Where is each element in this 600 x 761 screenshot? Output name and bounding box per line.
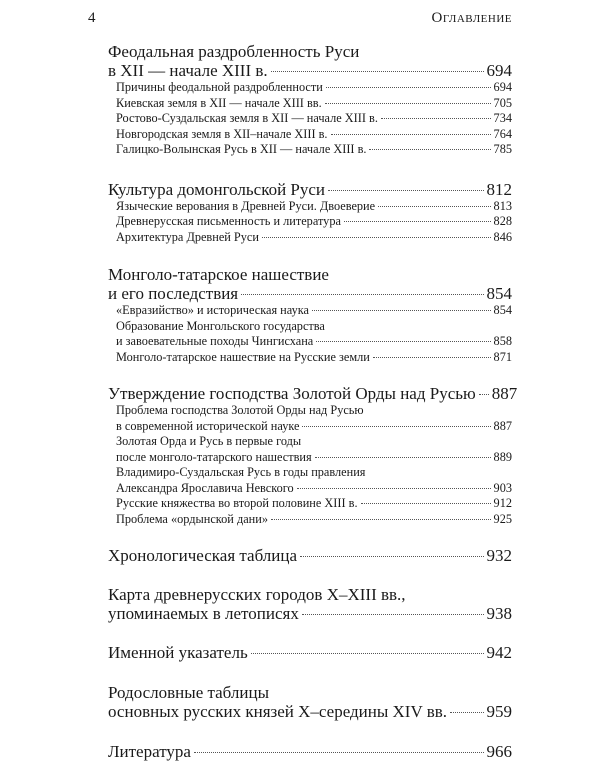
page-ref: 871 <box>493 349 512 364</box>
toc-subitem-title: Образование Монгольского государства <box>116 318 325 333</box>
toc-entry-line <box>116 481 512 497</box>
leader-dots <box>302 426 490 427</box>
toc-section-genealogy <box>108 683 512 721</box>
toc-title-line: Литература <box>108 742 191 761</box>
toc-subitem <box>108 496 512 512</box>
toc-title-line: Феодальная раздробленность Руси <box>108 42 360 61</box>
toc-section-name-index <box>108 643 512 662</box>
leader-dots <box>262 237 491 238</box>
page-ref: 889 <box>493 449 512 464</box>
page-ref: 942 <box>486 643 512 662</box>
toc-subitem-title: в современной исторической науке <box>116 418 300 433</box>
toc-subitem <box>108 80 512 96</box>
toc-subitem <box>108 303 512 319</box>
toc-subitem-title: «Евразийство» и историческая наука <box>116 303 309 317</box>
leader-dots <box>241 294 483 295</box>
page-ref: 887 <box>493 418 512 433</box>
toc-subitem-title: и завоевательные походы Чингисхана <box>116 334 314 348</box>
leader-dots <box>373 357 491 358</box>
leader-dots <box>378 206 490 207</box>
page-ref: 858 <box>493 334 512 348</box>
toc-subitem-title: Новгородская земля в XII–начале XIII в. <box>116 126 328 141</box>
toc-subitem <box>108 403 512 434</box>
page-ref: 966 <box>486 742 512 761</box>
toc-subitem <box>108 96 512 112</box>
toc-entry-line <box>116 450 512 466</box>
toc-subitem <box>108 199 512 215</box>
toc-title-line: Карта древнерусских городов X–XIII вв., <box>108 585 406 604</box>
page-ref: 846 <box>493 229 512 244</box>
toc-subitem <box>108 111 512 127</box>
toc-subitem-title: Русские княжества во второй половине XIII в. <box>116 496 358 510</box>
toc-subitem-title: Киевская земля в XII — начале XIII вв. <box>116 95 322 110</box>
toc-subitem <box>108 512 512 528</box>
leader-dots <box>316 341 490 342</box>
toc-section-title <box>108 42 512 80</box>
page-number: 4 <box>88 10 96 26</box>
leader-dots <box>271 71 484 72</box>
leader-dots <box>361 503 491 504</box>
page-ref: 938 <box>486 604 512 623</box>
toc-entry-line <box>108 180 512 199</box>
toc-title-line: Именной указатель <box>108 643 248 662</box>
toc-section-title <box>108 585 512 623</box>
toc-title-line: Родословные таблицы <box>108 683 269 702</box>
toc-section-map <box>108 585 512 623</box>
toc-section-culture <box>108 180 512 246</box>
leader-dots <box>326 87 491 88</box>
toc-subitem-title: Владимиро-Суздальская Русь в годы правления <box>116 465 366 479</box>
toc-subitem <box>108 142 512 158</box>
toc-title-line: упоминаемых в летописях <box>108 604 299 623</box>
toc-entry-line <box>108 384 518 403</box>
toc-subitem <box>108 434 512 465</box>
toc-subitem-title: Архитектура Древней Руси <box>116 229 259 244</box>
toc-entry-line <box>108 643 512 662</box>
toc-subitem <box>108 319 512 350</box>
leader-dots <box>312 310 491 311</box>
toc-subitem-title: Александра Ярославича Невского <box>116 480 294 495</box>
page-ref: 694 <box>486 61 512 80</box>
toc-section-chronology <box>108 546 512 565</box>
running-title: Оглавление <box>431 10 512 26</box>
toc-entry-line <box>108 546 512 565</box>
toc-entry-line <box>108 284 512 303</box>
toc-subitem-title: после монголо-татарского нашествия <box>116 449 312 464</box>
toc-title-line: Хронологическая таблица <box>108 546 298 565</box>
leader-dots <box>271 519 491 520</box>
toc-title-line: основных русских князей X–середины XIV вв. <box>108 702 447 721</box>
toc-entry-line <box>116 419 512 435</box>
table-of-contents <box>108 38 518 761</box>
page-header <box>88 8 512 32</box>
toc-section-literature <box>108 742 512 761</box>
leader-dots <box>302 614 484 615</box>
toc-subitem-title: Причины феодальной раздробленности <box>116 80 323 94</box>
leader-dots <box>194 752 484 753</box>
toc-title-line: Утверждение господства Золотой Орды над Русью <box>108 384 476 403</box>
leader-dots <box>297 488 491 489</box>
page-ref: 959 <box>486 702 512 721</box>
toc-entry-line <box>108 61 512 80</box>
toc-entry-line <box>108 604 512 623</box>
toc-subitem <box>108 127 512 143</box>
page-ref: 932 <box>486 546 512 565</box>
leader-dots <box>369 149 490 150</box>
toc-subitem-title: Проблема «ордынской дани» <box>116 511 268 526</box>
toc-subitem-title: Языческие верования в Древней Руси. Двоеверие <box>116 198 376 213</box>
toc-subitem <box>108 214 512 230</box>
page-ref: 903 <box>493 480 512 495</box>
leader-dots <box>450 712 484 713</box>
toc-subitem-title: Золотая Орда и Русь в первые годы <box>116 434 302 448</box>
page-ref: 764 <box>493 126 512 141</box>
leader-dots <box>325 103 491 104</box>
toc-title-line: и его последствия <box>108 284 239 303</box>
toc-subitem-title: Галицко-Волынская Русь в XII — начале XIII в. <box>116 142 367 156</box>
page-ref: 734 <box>493 111 512 125</box>
page-ref: 785 <box>493 142 512 156</box>
toc-section-mongol-invasion <box>108 265 512 365</box>
toc-subitem-title: Проблема господства Золотой Орды над Русью <box>116 403 364 417</box>
page-ref: 854 <box>493 303 512 317</box>
leader-dots <box>251 653 484 654</box>
toc-section-golden-horde <box>108 384 518 527</box>
toc-subitem <box>108 465 512 496</box>
toc-title-line: в XII — начале XIII в. <box>108 61 268 80</box>
page-ref: 813 <box>493 198 512 213</box>
page-ref: 828 <box>493 214 512 228</box>
page-ref: 925 <box>493 511 512 526</box>
leader-dots <box>381 118 491 119</box>
page-ref: 854 <box>486 284 512 303</box>
toc-title-line: Монголо-татарское нашествие <box>108 265 329 284</box>
leader-dots <box>344 221 491 222</box>
page-ref: 694 <box>493 80 512 94</box>
toc-entry-line <box>116 334 512 350</box>
toc-section-title <box>108 683 512 721</box>
leader-dots <box>315 457 491 458</box>
page-ref: 812 <box>486 179 512 199</box>
page-ref: 705 <box>493 95 512 110</box>
toc-entry-line <box>108 742 512 761</box>
toc-subitem <box>108 230 512 246</box>
page-ref: 912 <box>493 496 512 510</box>
toc-subitem <box>108 350 512 366</box>
toc-title-line: Культура домонгольской Руси <box>108 179 326 199</box>
toc-section-feudal <box>108 42 512 158</box>
toc-entry-line <box>108 702 512 721</box>
leader-dots <box>331 134 491 135</box>
toc-subitem-title: Монголо-татарское нашествие на Русские земли <box>116 349 370 364</box>
leader-dots <box>328 190 483 191</box>
page-ref: 887 <box>491 384 518 403</box>
leader-dots <box>479 394 489 395</box>
leader-dots <box>300 556 483 557</box>
toc-subitem-title: Ростово-Суздальская земля в XII — начале XIII в. <box>116 111 378 125</box>
toc-subitem-title: Древнерусская письменность и литература <box>116 214 341 228</box>
toc-section-title <box>108 265 512 303</box>
